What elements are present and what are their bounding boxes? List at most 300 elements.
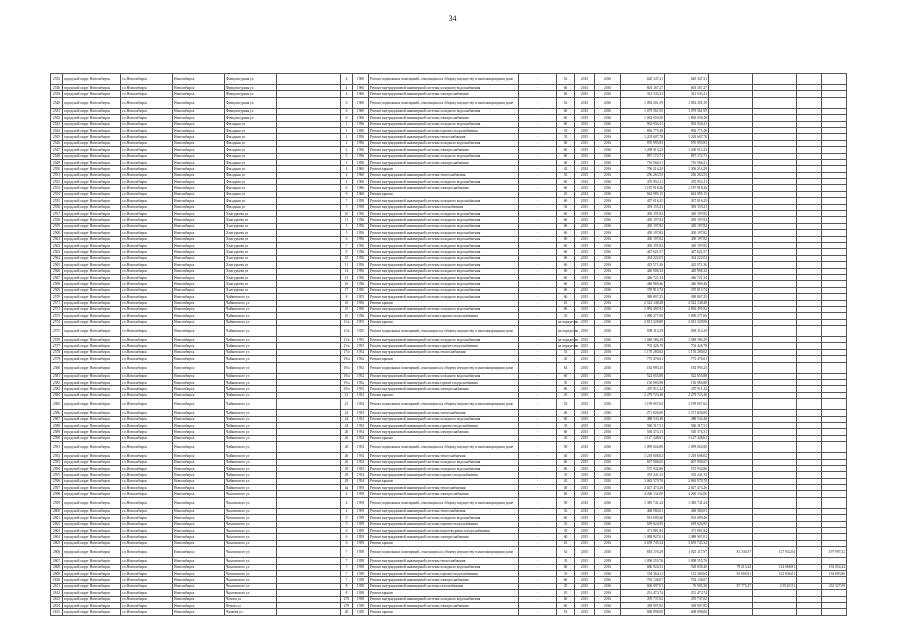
cell-row-number: 2578 xyxy=(51,349,63,355)
cell-row-number: 2562 xyxy=(51,242,63,248)
cell-count: - xyxy=(519,465,557,471)
cell-build-year: 1959 xyxy=(353,528,369,534)
cell-cost-fund: 1 099 602,80 xyxy=(665,442,709,453)
cell-service-life: 35 xyxy=(557,571,575,577)
cell-row-number: 2560 xyxy=(51,230,63,236)
table-row xyxy=(51,326,847,337)
cell-city: Новосибирск xyxy=(173,147,225,153)
cell-cost-fund: 2 092 495,92 xyxy=(665,306,709,312)
cell-cost-total: 446 969,46 xyxy=(621,281,665,287)
cell-start-year: 2015 xyxy=(575,249,595,255)
cell-count: - xyxy=(519,191,557,197)
cell-street: Чайковского ул xyxy=(225,306,277,312)
cell-city: Новосибирск xyxy=(173,596,225,602)
cell-municipal-area: городской округ Новосибирск xyxy=(63,429,121,435)
cell-municipal-area: городской округ Новосибирск xyxy=(63,85,121,91)
cell-count: - xyxy=(519,287,557,293)
cell-build-year: 1956 xyxy=(353,268,369,274)
cell-city: Новосибирск xyxy=(173,521,225,527)
cell-count: - xyxy=(519,380,557,386)
cell-cost-fund: 620 347,21 xyxy=(665,74,709,85)
cell-count: - xyxy=(519,497,557,508)
cell-city: Новосибирск xyxy=(173,399,225,410)
cell-city: Новосибирск xyxy=(173,166,225,172)
cell-row-number: 2565 xyxy=(51,262,63,268)
cell-city: Новосибирск xyxy=(173,356,225,362)
cell-settlement: г.о.Новосибирск xyxy=(121,416,173,422)
cell-cost-total: 2 522 148,48 xyxy=(621,300,665,306)
cell-count: - xyxy=(519,528,557,534)
cell-city: Новосибирск xyxy=(173,198,225,204)
cell-cost-fund: 591 699,46 xyxy=(665,515,709,521)
cell-city: Новосибирск xyxy=(173,300,225,306)
cell-start-year: 2015 xyxy=(575,108,595,114)
cell-house-number: 5 xyxy=(341,515,353,521)
cell-city: Новосибирск xyxy=(173,294,225,300)
table-row xyxy=(51,399,847,410)
cell-build-year: 1959 xyxy=(353,491,369,497)
cell-build-year: 1954 xyxy=(353,459,369,465)
cell-count: - xyxy=(519,362,557,373)
cell-cost-total: 620 347,21 xyxy=(621,74,665,85)
cell-city: Новосибирск xyxy=(173,91,225,97)
cell-cost-extra-4 xyxy=(822,97,847,108)
cell-end-year: 2016 xyxy=(595,491,621,497)
cell-settlement: г.о.Новосибирск xyxy=(121,166,173,172)
cell-count: - xyxy=(519,547,557,558)
cell-service-life: 35 xyxy=(557,349,575,355)
cell-work-type: Ремонт внутридомовой инженерной системы холодного водоснабжения xyxy=(369,465,519,471)
cell-settlement: г.о.Новосибирск xyxy=(121,223,173,229)
cell-build-year: 1960 xyxy=(353,74,369,85)
cell-cost-total: 854 176,29 xyxy=(621,547,665,558)
cell-work-type: Ремонт внутридомовой инженерной системы электроснабжения xyxy=(369,159,519,165)
cell-cost-extra-2: 121 944,01 xyxy=(753,571,797,577)
cell-row-number: 2587 xyxy=(51,416,63,422)
cell-row-number: 2536 xyxy=(51,85,63,91)
cell-cost-extra-4 xyxy=(822,362,847,373)
cell-street: Фасадная ул xyxy=(225,204,277,210)
cell-end-year: 2016 xyxy=(595,274,621,280)
cell-end-year: 2016 xyxy=(595,268,621,274)
cell-count: - xyxy=(519,459,557,465)
cell-street: Фасадная ул xyxy=(225,147,277,153)
cell-cost-total: 450 197,82 xyxy=(621,217,665,223)
cell-start-year: 2014 xyxy=(575,85,595,91)
table-row xyxy=(51,362,847,373)
cell-house-number: 4 xyxy=(341,85,353,91)
cell-cost-fund: 530 374,31 xyxy=(665,429,709,435)
cell-cost-total: 393 155,21 xyxy=(621,204,665,210)
cell-cost-fund: 1 269 913,23 xyxy=(665,147,709,153)
cell-cost-extra-1 xyxy=(709,74,753,85)
cell-cost-extra-4 xyxy=(822,326,847,337)
cell-build-year: 1956 xyxy=(353,262,369,268)
cell-service-life: 35 xyxy=(557,172,575,178)
cell-city: Новосибирск xyxy=(173,547,225,558)
cell-cost-extra-1: 79 213,42 xyxy=(709,564,753,570)
cell-count: - xyxy=(519,337,557,343)
cell-cost-total: 1 385 741,24 xyxy=(621,497,665,508)
cell-work-type: Ремонт внутридомовой инженерной системы холодного водоснабжения xyxy=(369,236,519,242)
cell-start-year: 2015 xyxy=(575,153,595,159)
cell-street: Чкаловского ул xyxy=(225,558,277,564)
cell-row-number: 2610 xyxy=(51,577,63,583)
cell-end-year: 2016 xyxy=(595,242,621,248)
cell-start-year: 2015 xyxy=(575,140,595,146)
cell-build-year: 1955 xyxy=(353,343,369,349)
cell-row-number: 2551 xyxy=(51,172,63,178)
cell-work-type: Ремонт крыши xyxy=(369,319,519,325)
cell-municipal-area: городской округ Новосибирск xyxy=(63,453,121,459)
cell-start-year: 2015 xyxy=(575,609,595,615)
cell-work-type: Ремонт внутридомовой инженерной системы теплоснабжения xyxy=(369,558,519,564)
cell-municipal-area: городской округ Новосибирск xyxy=(63,465,121,471)
cell-service-life: 45 xyxy=(557,478,575,484)
cell-cost-fund: 438 907,85 xyxy=(665,602,709,608)
cell-work-type: Ремонт крыши xyxy=(369,478,519,484)
cell-end-year: 2016 xyxy=(595,319,621,325)
cell-build-year: 1950 xyxy=(353,609,369,615)
cell-cost-total: 271 826,06 xyxy=(621,410,665,416)
cell-work-type: Ремонт внутридомовой инженерной системы теплоснабжения xyxy=(369,349,519,355)
cell-service-life: 60 xyxy=(557,211,575,217)
cell-municipal-area: городской округ Новосибирск xyxy=(63,153,121,159)
cell-cost-extra-2 xyxy=(753,442,797,453)
cell-service-life: 60 xyxy=(557,249,575,255)
cell-cost-extra-4: 197 997,52 xyxy=(822,547,847,558)
cell-street: Хилгурьева ул xyxy=(225,281,277,287)
cell-cost-total: 321 543,21 xyxy=(621,91,665,97)
cell-street: Фасадная ул xyxy=(225,153,277,159)
cell-street: Чкаловского ул xyxy=(225,497,277,508)
cell-row-number: 2603 xyxy=(51,528,63,534)
cell-work-type: Ремонт внутридомовой инженерной системы электроснабжения xyxy=(369,386,519,392)
cell-count: - xyxy=(519,583,557,589)
cell-start-year: 2015 xyxy=(575,422,595,428)
cell-row-number: 2597 xyxy=(51,485,63,491)
cell-street: Чайковского ул xyxy=(225,465,277,471)
cell-build-year: 1954 xyxy=(353,399,369,410)
cell-cost-fund: 970 995,85 xyxy=(665,140,709,146)
cell-street: Чкаловского ул xyxy=(225,515,277,521)
cell-street: Чайковского ул xyxy=(225,362,277,373)
cell-street: Чкаловского ул xyxy=(225,547,277,558)
cell-row-number: 2568 xyxy=(51,281,63,287)
cell-house-number: 5 xyxy=(341,230,353,236)
cell-end-year: 2016 xyxy=(595,540,621,546)
cell-build-year: 1954 xyxy=(353,435,369,441)
cell-street: Чайковского ул xyxy=(225,442,277,453)
cell-service-life: 60 xyxy=(557,281,575,287)
cell-city: Новосибирск xyxy=(173,416,225,422)
cell-row-number: 2586 xyxy=(51,410,63,416)
cell-house-number: 14 xyxy=(341,268,353,274)
cell-city: Новосибирск xyxy=(173,508,225,514)
cell-house-number: 10 xyxy=(341,211,353,217)
cell-service-life: 60 xyxy=(557,515,575,521)
cell-street: Фасадная ул xyxy=(225,198,277,204)
cell-count: - xyxy=(519,91,557,97)
cell-cost-fund: 792 136,07 xyxy=(665,577,709,583)
cell-cost-total: 1 127 448,61 xyxy=(621,435,665,441)
cell-house-number: 10 xyxy=(341,313,353,319)
cell-cost-total: 370 813,74 xyxy=(621,287,665,293)
cell-city: Новосибирск xyxy=(173,343,225,349)
cell-municipal-area: городской округ Новосибирск xyxy=(63,515,121,521)
cell-end-year: 2016 xyxy=(595,262,621,268)
cell-cost-fund: 256 263,53 xyxy=(665,172,709,178)
cell-start-year: 2015 xyxy=(575,185,595,191)
cell-cost-fund: 902 934,41 xyxy=(665,121,709,127)
cell-work-type: Ремонт внутридомовой инженерной системы теплоснабжения xyxy=(369,172,519,178)
cell-house-number: 4 xyxy=(341,179,353,185)
cell-street: Чайковского ул xyxy=(225,356,277,362)
cell-house-number: 7 xyxy=(341,547,353,558)
cell-build-year: 1956 xyxy=(353,230,369,236)
cell-build-year: 1958 xyxy=(353,558,369,564)
cell-work-type: Ремонт крыши xyxy=(369,356,519,362)
cell-cost-total: 560 317,51 xyxy=(621,422,665,428)
cell-work-type: Ремонт внутридомовой инженерной системы теплоснабжения xyxy=(369,134,519,140)
cell-cost-fund: 1 385 741,24 xyxy=(665,497,709,508)
cell-start-year: 2015 xyxy=(575,416,595,422)
cell-start-year: 2015 xyxy=(575,268,595,274)
cell-city: Новосибирск xyxy=(173,459,225,465)
cell-count: - xyxy=(519,230,557,236)
cell-build-year: 1960 xyxy=(353,191,369,197)
cell-city: Новосибирск xyxy=(173,564,225,570)
cell-municipal-area: городской округ Новосибирск xyxy=(63,127,121,133)
cell-cost-fund: 1 199 067,62 xyxy=(665,399,709,410)
cell-row-number: 2600 xyxy=(51,508,63,514)
cell-count: - xyxy=(519,262,557,268)
cell-municipal-area: городской округ Новосибирск xyxy=(63,242,121,248)
cell-municipal-area: городской округ Новосибирск xyxy=(63,508,121,514)
cell-cost-fund: 450 197,82 xyxy=(665,236,709,242)
cell-cost-fund: 371 881,84 xyxy=(665,528,709,534)
cell-house-number: 10 xyxy=(341,255,353,261)
cell-cost-fund: 2 279 723,46 xyxy=(665,392,709,398)
cell-street: Чайковского ул xyxy=(225,435,277,441)
cell-settlement: г.о.Новосибирск xyxy=(121,211,173,217)
cell-count: - xyxy=(519,300,557,306)
cell-end-year: 2016 xyxy=(595,166,621,172)
cell-work-type: Ремонт подвальных помещений, относящихся к общему имуществу в многоквартирном доме xyxy=(369,362,519,373)
cell-start-year: 2015 xyxy=(575,97,595,108)
cell-end-year: 2016 xyxy=(595,435,621,441)
cell-service-life: 60 xyxy=(557,121,575,127)
cell-house-number: 7 xyxy=(341,571,353,577)
cell-end-year: 2016 xyxy=(595,326,621,337)
cell-end-year: 2016 xyxy=(595,380,621,386)
cell-start-year: 2015 xyxy=(575,127,595,133)
cell-count: - xyxy=(519,85,557,91)
cell-cost-extra-2 xyxy=(753,497,797,508)
cell-settlement: г.о.Новосибирск xyxy=(121,230,173,236)
cell-city: Новосибирск xyxy=(173,74,225,85)
cell-street: Чайковского ул xyxy=(225,380,277,386)
cell-work-type: Ремонт внутридомовой инженерной системы холодного водоснабжения xyxy=(369,223,519,229)
cell-house-number: 19/а xyxy=(341,362,353,373)
cell-end-year: 2016 xyxy=(595,204,621,210)
cell-row-number: 2604 xyxy=(51,534,63,540)
cell-settlement: г.о.Новосибирск xyxy=(121,313,173,319)
cell-count: - xyxy=(519,349,557,355)
cell-cost-total: 355 241,33 xyxy=(621,472,665,478)
cell-count: - xyxy=(519,410,557,416)
cell-service-life: 60 xyxy=(557,230,575,236)
cell-cost-total: 902 934,41 xyxy=(621,121,665,127)
cell-build-year: 1956 xyxy=(353,140,369,146)
cell-service-life: 60 xyxy=(557,429,575,435)
cell-cost-fund: 468 584,01 xyxy=(665,508,709,514)
table-row xyxy=(51,497,847,508)
cell-municipal-area: городской округ Новосибирск xyxy=(63,349,121,355)
cell-row-number: 2590 xyxy=(51,435,63,441)
cell-work-type: Ремонт подвальных помещений, относящихся к общему имуществу в многоквартирном доме xyxy=(369,399,519,410)
cell-municipal-area: городской округ Новосибирск xyxy=(63,399,121,410)
cell-service-life: 60 xyxy=(557,115,575,121)
cell-cost-extra-4: 192 054,24 xyxy=(822,564,847,570)
cell-count: - xyxy=(519,134,557,140)
cell-house-number: 9 xyxy=(341,249,353,255)
cell-cost-extra-4 xyxy=(822,442,847,453)
cell-cost-total: 792 136,07 xyxy=(621,577,665,583)
cell-municipal-area: городской округ Новосибирск xyxy=(63,491,121,497)
cell-house-number: 24 xyxy=(341,410,353,416)
cell-count: - xyxy=(519,392,557,398)
cell-cost-extra-3 xyxy=(797,97,822,108)
cell-city: Новосибирск xyxy=(173,373,225,379)
cell-end-year: 2016 xyxy=(595,442,621,453)
cell-count: - xyxy=(519,166,557,172)
cell-work-type: Ремонт внутридомовой инженерной системы электроснабжения xyxy=(369,91,519,97)
cell-cost-total: 703 426,78 xyxy=(621,343,665,349)
cell-build-year: 1954 xyxy=(353,422,369,428)
cell-street: Фасадная ул xyxy=(225,172,277,178)
cell-empty xyxy=(277,362,341,373)
cell-city: Новосибирск xyxy=(173,386,225,392)
table-body xyxy=(51,74,847,616)
cell-cost-fund: 1 170 280,02 xyxy=(665,349,709,355)
cell-house-number: 11/а xyxy=(341,343,353,349)
cell-house-number: 8 xyxy=(341,294,353,300)
cell-service-life: 60 xyxy=(557,287,575,293)
cell-settlement: г.о.Новосибирск xyxy=(121,558,173,564)
cell-house-number: 11/а xyxy=(341,337,353,343)
cell-cost-fund: 393 155,21 xyxy=(665,204,709,210)
cell-build-year: 1952 xyxy=(353,356,369,362)
cell-street: Чкаловского ул xyxy=(225,583,277,589)
cell-service-life: 35 xyxy=(557,127,575,133)
cell-cost-total: 450 197,82 xyxy=(621,223,665,229)
cell-work-type: Ремонт внутридомовой инженерной системы горячего водоснабжения xyxy=(369,571,519,577)
cell-start-year: 2015 xyxy=(575,281,595,287)
cell-build-year: 1952 xyxy=(353,380,369,386)
cell-row-number: 2576 xyxy=(51,337,63,343)
cell-cost-extra-1 xyxy=(709,97,753,108)
cell-municipal-area: городской округ Новосибирск xyxy=(63,435,121,441)
cell-build-year: 1952 xyxy=(353,362,369,373)
cell-cost-total: 4 260 132,00 xyxy=(621,491,665,497)
cell-start-year: 2015 xyxy=(575,478,595,484)
cell-end-year: 2016 xyxy=(595,453,621,459)
cell-municipal-area: городской округ Новосибирск xyxy=(63,356,121,362)
cell-cost-fund: 370 813,74 xyxy=(665,287,709,293)
cell-service-life: 60 xyxy=(557,217,575,223)
cell-build-year: 1956 xyxy=(353,127,369,133)
cell-house-number: 4 xyxy=(341,166,353,172)
cell-municipal-area: городской округ Новосибирск xyxy=(63,287,121,293)
cell-street: Чайковского ул xyxy=(225,343,277,349)
cell-cost-fund: 450 197,82 xyxy=(665,217,709,223)
cell-house-number: 8 xyxy=(341,590,353,596)
cell-start-year: 2014 xyxy=(575,179,595,185)
cell-work-type: Ремонт внутридомовой инженерной системы холодного водоснабжения xyxy=(369,274,519,280)
cell-house-number: 24 xyxy=(341,422,353,428)
cell-work-type: Ремонт внутридомовой инженерной системы холодного водоснабжения xyxy=(369,337,519,343)
cell-end-year: 2016 xyxy=(595,159,621,165)
cell-street: Физкультурная ул xyxy=(225,97,277,108)
cell-municipal-area: городской округ Новосибирск xyxy=(63,534,121,540)
cell-service-life: 35 xyxy=(557,558,575,564)
cell-empty xyxy=(277,609,341,615)
cell-street: Физкультурная ул xyxy=(225,91,277,97)
cell-service-life: 60 xyxy=(557,147,575,153)
cell-settlement: г.о.Новосибирск xyxy=(121,602,173,608)
cell-work-type: Ремонт внутридомовой инженерной системы холодного водоснабжения xyxy=(369,249,519,255)
cell-start-year: 2015 xyxy=(575,380,595,386)
cell-start-year: 2015 xyxy=(575,337,595,343)
cell-build-year: 1956 xyxy=(353,217,369,223)
cell-cost-total: 1 199 067,62 xyxy=(621,399,665,410)
cell-row-number: 2612 xyxy=(51,590,63,596)
cell-end-year: 2016 xyxy=(595,534,621,540)
cell-row-number: 2573 xyxy=(51,313,63,319)
cell-city: Новосибирск xyxy=(173,153,225,159)
cell-count: - xyxy=(519,223,557,229)
cell-settlement: г.о.Новосибирск xyxy=(121,583,173,589)
cell-settlement: г.о.Новосибирск xyxy=(121,356,173,362)
cell-row-number: 2566 xyxy=(51,268,63,274)
cell-settlement: г.о.Новосибирск xyxy=(121,515,173,521)
cell-end-year: 2016 xyxy=(595,85,621,91)
cell-end-year: 2016 xyxy=(595,185,621,191)
cell-count: - xyxy=(519,74,557,85)
cell-work-type: Ремонт внутридомовой инженерной системы горячего водоснабжения xyxy=(369,313,519,319)
cell-street: Чайковского ул xyxy=(225,313,277,319)
cell-build-year: 1956 xyxy=(353,236,369,242)
cell-service-life: 60 xyxy=(557,602,575,608)
cell-settlement: г.о.Новосибирск xyxy=(121,399,173,410)
cell-cost-total: 603 167,27 xyxy=(621,85,665,91)
cell-row-number: 2611 xyxy=(51,583,63,589)
cell-end-year: 2016 xyxy=(595,547,621,558)
cell-municipal-area: городской округ Новосибирск xyxy=(63,217,121,223)
cell-work-type: Ремонт крыши xyxy=(369,435,519,441)
cell-end-year: 2016 xyxy=(595,558,621,564)
cell-service-life: 60 xyxy=(557,108,575,114)
cell-start-year: 2015 xyxy=(575,198,595,204)
cell-service-life: 52 xyxy=(557,547,575,558)
cell-street: Чайковского ул xyxy=(225,300,277,306)
cell-municipal-area: городской округ Новосибирск xyxy=(63,442,121,453)
cell-start-year: 2015 xyxy=(575,204,595,210)
cell-service-life: 60 xyxy=(557,159,575,165)
cell-work-type: Ремонт подвальных помещений, относящихся к общему имуществу в многоквартирном доме xyxy=(369,326,519,337)
cell-end-year: 2016 xyxy=(595,223,621,229)
